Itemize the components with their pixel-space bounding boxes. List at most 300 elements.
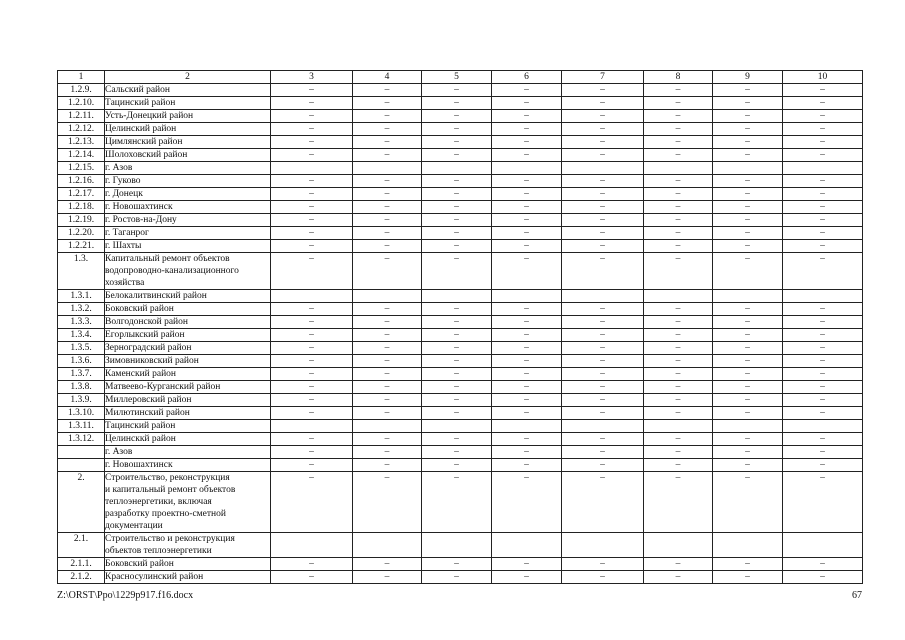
column-header: 2 [105, 71, 271, 84]
row-value: – [562, 342, 644, 355]
row-value: – [644, 227, 713, 240]
row-name: Шолоховский район [105, 149, 271, 162]
row-code: 1.2.9. [58, 84, 105, 97]
row-value: – [562, 97, 644, 110]
row-value: – [783, 381, 863, 394]
row-code: 1.2.18. [58, 201, 105, 214]
table-row [58, 136, 863, 149]
row-value: – [353, 240, 422, 253]
row-value: – [713, 175, 783, 188]
row-value: – [783, 253, 863, 290]
row-value: – [562, 227, 644, 240]
row-value: – [271, 459, 353, 472]
row-value: – [422, 97, 492, 110]
row-value: – [353, 149, 422, 162]
row-value: – [644, 253, 713, 290]
row-value: – [644, 110, 713, 123]
row-value: – [783, 240, 863, 253]
table-row [58, 381, 863, 394]
row-value: – [422, 558, 492, 571]
row-value: – [562, 149, 644, 162]
row-value: – [644, 214, 713, 227]
row-value: – [271, 368, 353, 381]
table-row [58, 201, 863, 214]
row-value: – [713, 227, 783, 240]
row-value [492, 162, 562, 175]
row-value [353, 162, 422, 175]
table-row [58, 329, 863, 342]
table-row [58, 558, 863, 571]
row-value: – [562, 136, 644, 149]
row-value: – [644, 407, 713, 420]
row-value: – [783, 188, 863, 201]
row-value: – [713, 433, 783, 446]
row-code: 1.3.8. [58, 381, 105, 394]
row-value: – [562, 201, 644, 214]
row-code: 1.3.10. [58, 407, 105, 420]
row-value [783, 290, 863, 303]
row-value: – [644, 316, 713, 329]
row-value: – [713, 136, 783, 149]
column-header: 9 [713, 71, 783, 84]
row-code: 1.2.19. [58, 214, 105, 227]
row-value: – [783, 84, 863, 97]
row-code: 1.3.12. [58, 433, 105, 446]
table-row [58, 175, 863, 188]
row-value: – [271, 571, 353, 584]
row-value: – [271, 227, 353, 240]
row-value: – [713, 97, 783, 110]
row-name: г. Азов [105, 162, 271, 175]
row-value: – [783, 433, 863, 446]
row-value [783, 162, 863, 175]
row-value [644, 533, 713, 558]
row-value: – [783, 201, 863, 214]
row-value: – [492, 459, 562, 472]
row-value: – [271, 472, 353, 533]
row-name: Волгодонской район [105, 316, 271, 329]
row-value: – [271, 149, 353, 162]
row-value: – [422, 149, 492, 162]
row-value: – [713, 201, 783, 214]
row-value: – [783, 571, 863, 584]
row-value: – [422, 201, 492, 214]
row-value [271, 533, 353, 558]
row-value: – [713, 394, 783, 407]
row-value: – [492, 407, 562, 420]
row-code: 1.3.3. [58, 316, 105, 329]
column-header: 5 [422, 71, 492, 84]
row-value: – [271, 123, 353, 136]
row-code: 1.3.4. [58, 329, 105, 342]
column-header: 8 [644, 71, 713, 84]
column-header: 7 [562, 71, 644, 84]
row-value: – [422, 214, 492, 227]
row-value: – [562, 459, 644, 472]
row-value [492, 533, 562, 558]
table-row [58, 240, 863, 253]
table-row [58, 110, 863, 123]
row-value: – [713, 188, 783, 201]
row-value: – [783, 227, 863, 240]
row-value: – [562, 381, 644, 394]
row-name: Красносулинский район [105, 571, 271, 584]
table-row [58, 316, 863, 329]
row-value: – [644, 201, 713, 214]
row-value: – [492, 558, 562, 571]
row-value: – [353, 110, 422, 123]
row-code: 1.3.1. [58, 290, 105, 303]
table-row [58, 571, 863, 584]
row-name: г. Новошахтинск [105, 201, 271, 214]
row-value: – [271, 303, 353, 316]
row-value: – [492, 188, 562, 201]
header-row [58, 71, 863, 84]
row-value: – [783, 558, 863, 571]
row-value: – [644, 136, 713, 149]
row-value: – [562, 329, 644, 342]
row-value: – [713, 368, 783, 381]
row-value [644, 162, 713, 175]
row-value: – [562, 240, 644, 253]
row-name: Тацинский район [105, 97, 271, 110]
row-value: – [562, 175, 644, 188]
row-value: – [562, 433, 644, 446]
row-value: – [271, 175, 353, 188]
row-value: – [562, 303, 644, 316]
row-value: – [562, 368, 644, 381]
column-header: 4 [353, 71, 422, 84]
row-code: 1.3.11. [58, 420, 105, 433]
row-name: г. Гуково [105, 175, 271, 188]
column-header: 10 [783, 71, 863, 84]
row-name: Боковский район [105, 558, 271, 571]
row-value: – [713, 110, 783, 123]
row-value: – [644, 472, 713, 533]
row-value: – [783, 97, 863, 110]
row-value: – [271, 558, 353, 571]
row-value: – [271, 201, 353, 214]
row-value: – [492, 394, 562, 407]
row-value: – [492, 227, 562, 240]
row-value: – [271, 355, 353, 368]
row-value: – [783, 394, 863, 407]
row-value: – [713, 303, 783, 316]
row-name: Целинсккй район [105, 433, 271, 446]
row-value: – [422, 407, 492, 420]
row-value: – [492, 175, 562, 188]
table-row [58, 368, 863, 381]
row-value: – [492, 355, 562, 368]
row-value: – [271, 407, 353, 420]
row-value: – [422, 459, 492, 472]
row-value: – [644, 433, 713, 446]
page-number: 67 [852, 590, 862, 601]
row-value: – [492, 303, 562, 316]
row-code: 1.3.7. [58, 368, 105, 381]
row-value: – [562, 571, 644, 584]
row-value [422, 533, 492, 558]
row-value: – [783, 459, 863, 472]
row-name: Строительство, реконструкция и капитальный ремонт объектов теплоэнергетики, включая разработку проектно-сметной документации [105, 472, 271, 533]
row-value: – [644, 149, 713, 162]
row-value: – [562, 407, 644, 420]
row-value: – [783, 303, 863, 316]
row-value: – [644, 188, 713, 201]
row-value: – [783, 123, 863, 136]
row-value: – [353, 214, 422, 227]
row-name: г. Азов [105, 446, 271, 459]
column-header: 6 [492, 71, 562, 84]
row-value: – [422, 394, 492, 407]
row-value [713, 162, 783, 175]
row-value: – [644, 446, 713, 459]
table-row [58, 149, 863, 162]
row-value: – [271, 394, 353, 407]
row-value: – [713, 558, 783, 571]
table-row [58, 253, 863, 290]
row-value: – [492, 201, 562, 214]
row-name: Сальский район [105, 84, 271, 97]
row-value [644, 290, 713, 303]
row-value: – [422, 188, 492, 201]
row-value: – [353, 472, 422, 533]
row-value: – [713, 407, 783, 420]
row-value: – [783, 149, 863, 162]
row-value: – [644, 355, 713, 368]
row-value: – [492, 253, 562, 290]
table-row [58, 355, 863, 368]
row-value: – [713, 472, 783, 533]
row-value: – [492, 316, 562, 329]
row-value: – [271, 381, 353, 394]
row-value: – [353, 123, 422, 136]
row-value: – [562, 253, 644, 290]
row-code: 1.2.15. [58, 162, 105, 175]
table-row [58, 533, 863, 558]
row-name: Боковский район [105, 303, 271, 316]
row-value: – [783, 446, 863, 459]
row-code: 2.1.1. [58, 558, 105, 571]
row-name: Егорлыкский район [105, 329, 271, 342]
row-value: – [562, 355, 644, 368]
row-value: – [713, 240, 783, 253]
row-value: – [353, 188, 422, 201]
row-value: – [644, 368, 713, 381]
row-value: – [353, 558, 422, 571]
table-row [58, 227, 863, 240]
row-value: – [562, 84, 644, 97]
row-value: – [422, 446, 492, 459]
row-value: – [422, 433, 492, 446]
row-value [783, 533, 863, 558]
row-code: 1.2.21. [58, 240, 105, 253]
row-code: 1.2.17. [58, 188, 105, 201]
row-value: – [644, 97, 713, 110]
row-name: Целинский район [105, 123, 271, 136]
row-value: – [562, 316, 644, 329]
row-value: – [353, 433, 422, 446]
row-value: – [644, 571, 713, 584]
table-row [58, 459, 863, 472]
row-value: – [422, 136, 492, 149]
row-value: – [422, 355, 492, 368]
row-name: Матвеево-Курганский район [105, 381, 271, 394]
row-value: – [422, 227, 492, 240]
row-value: – [783, 214, 863, 227]
row-value: – [422, 84, 492, 97]
row-value: – [562, 558, 644, 571]
table-row [58, 407, 863, 420]
row-value [353, 420, 422, 433]
row-code: 1.2.12. [58, 123, 105, 136]
row-value [713, 420, 783, 433]
row-value: – [422, 316, 492, 329]
table-row [58, 433, 863, 446]
row-value: – [271, 136, 353, 149]
row-value: – [713, 381, 783, 394]
row-name: г. Шахты [105, 240, 271, 253]
row-name: Тацинский район [105, 420, 271, 433]
row-value [422, 420, 492, 433]
row-value: – [644, 558, 713, 571]
table-row [58, 290, 863, 303]
footer-file-path: Z:\ORST\Ppo\1229p917.f16.docx [57, 590, 194, 601]
row-value: – [271, 110, 353, 123]
row-code: 1.2.16. [58, 175, 105, 188]
row-value: – [562, 123, 644, 136]
row-value: – [713, 123, 783, 136]
row-code: 2.1.2. [58, 571, 105, 584]
row-value: – [783, 316, 863, 329]
table-row [58, 84, 863, 97]
row-name: Цимлянский район [105, 136, 271, 149]
row-value: – [783, 342, 863, 355]
row-value: – [353, 136, 422, 149]
row-value [713, 533, 783, 558]
table-row [58, 214, 863, 227]
data-table [57, 70, 863, 584]
row-value: – [353, 316, 422, 329]
row-value: – [644, 123, 713, 136]
row-value: – [353, 394, 422, 407]
row-value: – [644, 240, 713, 253]
row-value [492, 420, 562, 433]
row-value: – [562, 394, 644, 407]
row-value: – [783, 110, 863, 123]
row-name: Зимовниковский район [105, 355, 271, 368]
row-value: – [492, 214, 562, 227]
row-value: – [422, 240, 492, 253]
row-code: 1.2.13. [58, 136, 105, 149]
row-value: – [353, 201, 422, 214]
row-name: Капитальный ремонт объектов водопроводно-канализационного хозяйства [105, 253, 271, 290]
row-value: – [353, 571, 422, 584]
row-value: – [422, 329, 492, 342]
row-value: – [783, 329, 863, 342]
row-value [562, 162, 644, 175]
row-value: – [422, 175, 492, 188]
row-value: – [492, 381, 562, 394]
row-value: – [492, 433, 562, 446]
row-value [783, 420, 863, 433]
row-value: – [271, 329, 353, 342]
row-value: – [713, 571, 783, 584]
row-code: 2. [58, 472, 105, 533]
row-value: – [353, 355, 422, 368]
row-value [492, 290, 562, 303]
row-value: – [644, 394, 713, 407]
row-value: – [271, 342, 353, 355]
row-code: 2.1. [58, 533, 105, 558]
row-value: – [422, 303, 492, 316]
table-row [58, 123, 863, 136]
row-value: – [271, 316, 353, 329]
row-code: 1.3. [58, 253, 105, 290]
row-value: – [492, 240, 562, 253]
row-name: Каменский район [105, 368, 271, 381]
row-code: 1.3.5. [58, 342, 105, 355]
row-value: – [353, 303, 422, 316]
row-value: – [492, 149, 562, 162]
row-value: – [353, 381, 422, 394]
row-value: – [353, 368, 422, 381]
row-value: – [492, 342, 562, 355]
row-value: – [713, 149, 783, 162]
table-row [58, 472, 863, 533]
row-value [353, 533, 422, 558]
row-value: – [644, 303, 713, 316]
row-value: – [353, 446, 422, 459]
row-value: – [353, 227, 422, 240]
row-value: – [422, 381, 492, 394]
row-name: Белокалитвинский район [105, 290, 271, 303]
row-value [562, 533, 644, 558]
table-body [58, 84, 863, 584]
row-code: 1.2.20. [58, 227, 105, 240]
row-value: – [713, 355, 783, 368]
row-value: – [644, 342, 713, 355]
row-value: – [562, 214, 644, 227]
row-value: – [271, 433, 353, 446]
row-code [58, 446, 105, 459]
row-code: 1.3.2. [58, 303, 105, 316]
table-row [58, 162, 863, 175]
row-name: Строительство и реконструкция объектов теплоэнергетики [105, 533, 271, 558]
row-value: – [353, 329, 422, 342]
row-value: – [783, 175, 863, 188]
table-row [58, 342, 863, 355]
row-value: – [492, 446, 562, 459]
table-row [58, 188, 863, 201]
row-value: – [783, 472, 863, 533]
row-value: – [783, 136, 863, 149]
row-name: г. Донецк [105, 188, 271, 201]
row-code [58, 459, 105, 472]
row-value: – [713, 316, 783, 329]
column-header: 1 [58, 71, 105, 84]
row-code: 1.3.6. [58, 355, 105, 368]
row-value: – [492, 472, 562, 533]
row-value: – [492, 136, 562, 149]
table-row [58, 420, 863, 433]
column-header: 3 [271, 71, 353, 84]
row-value: – [713, 253, 783, 290]
row-value: – [713, 459, 783, 472]
row-value: – [492, 368, 562, 381]
row-value [353, 290, 422, 303]
row-value [644, 420, 713, 433]
